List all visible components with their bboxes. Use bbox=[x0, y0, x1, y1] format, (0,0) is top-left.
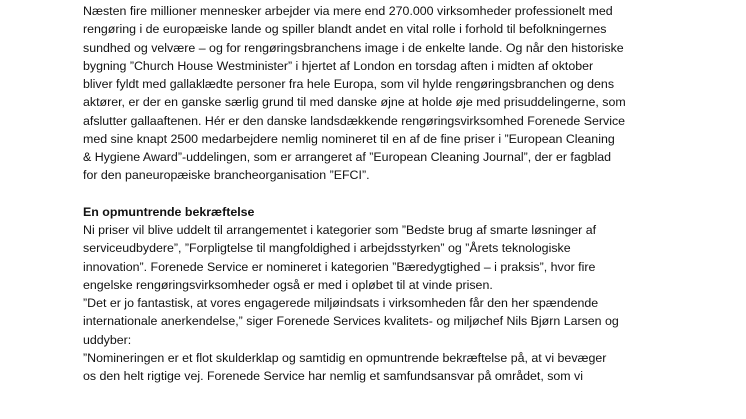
text-line: bygning ”Church House Westminister” i hjertet af London en torsdag aften i midten af oktober bbox=[83, 58, 594, 73]
quote-paragraph bbox=[83, 349, 683, 386]
text-line: for den paneuropæiske brancheorganisation ”EFCI”. bbox=[83, 168, 370, 183]
text-line: engelske rengøringsvirksomheder også er med i opløbet til at vinde prisen. bbox=[83, 277, 493, 292]
text-line: ”Det er jo fantastisk, at vores engagerede miljøindsats i virksomheden får den her spændende bbox=[83, 296, 599, 310]
text-line: rengøring i de europæiske lande og spiller blandt andet en vital rolle i forhold til befolkningernes bbox=[83, 22, 607, 37]
text-line: aktører, er der en ganske særlig grund til med danske øjne at holde øje med prisuddelingerne, som bbox=[83, 95, 626, 110]
text-line: sundhed og velvære – og for rengøringsbranchens image i de enkelte lande. Og når den historiske bbox=[83, 40, 624, 55]
text-line: internationale anerkendelse,” siger Forenede Services kvalitets- og miljøchef Nils Bjørn Larsen og bbox=[83, 314, 619, 329]
intro-paragraph bbox=[83, 2, 683, 185]
text-line: ”Nomineringen er et flot skulderklap og samtidig en opmuntrende bekræftelse på, at vi bevæger bbox=[83, 350, 607, 365]
paragraph-spacer bbox=[83, 185, 683, 203]
text-line: Ni priser vil blive uddelt til arrangementet i kategorier som ”Bedste brug af smarte løsninger af bbox=[83, 223, 597, 237]
text-line: med sine knapt 2500 medarbejdere nemlig nomineret til en af de fine priser i ”European Cleaning bbox=[83, 131, 615, 146]
document-body bbox=[83, 2, 683, 385]
text-line: os den helt rigtige vej. Forenede Service har nemlig et samfundsansvar på området, som vi bbox=[83, 369, 584, 383]
section-heading: En opmuntrende bekræftelse bbox=[83, 204, 255, 219]
text-line: serviceudbydere”, ”Forpligtelse til mangfoldighed i arbejdsstyrken” og ”Årets teknologiske bbox=[83, 241, 571, 256]
text-line: Næsten fire millioner mennesker arbejder via mere end 270.000 virksomheder professionelt med bbox=[83, 4, 613, 18]
categories-paragraph bbox=[83, 221, 683, 294]
text-line: bliver fyldt med gallaklædte personer fra hele Europa, som vil hylde rengøringsbranchen og dens bbox=[83, 77, 615, 91]
text-line: afslutter gallaaftenen. Hér er den danske landsdækkende rengøringsvirksomhed Forenede Service bbox=[83, 113, 626, 128]
quote-intro-paragraph bbox=[83, 294, 683, 349]
text-line: uddyber: bbox=[83, 332, 132, 347]
text-line: & Hygiene Award”-uddelingen, som er arrangeret af ”European Cleaning Journal”, der er fagblad bbox=[83, 150, 612, 164]
text-line: innovation”. Forenede Service er nomineret i kategorien ”Bæredygtighed – i praksis”, hvor fire bbox=[83, 259, 596, 274]
